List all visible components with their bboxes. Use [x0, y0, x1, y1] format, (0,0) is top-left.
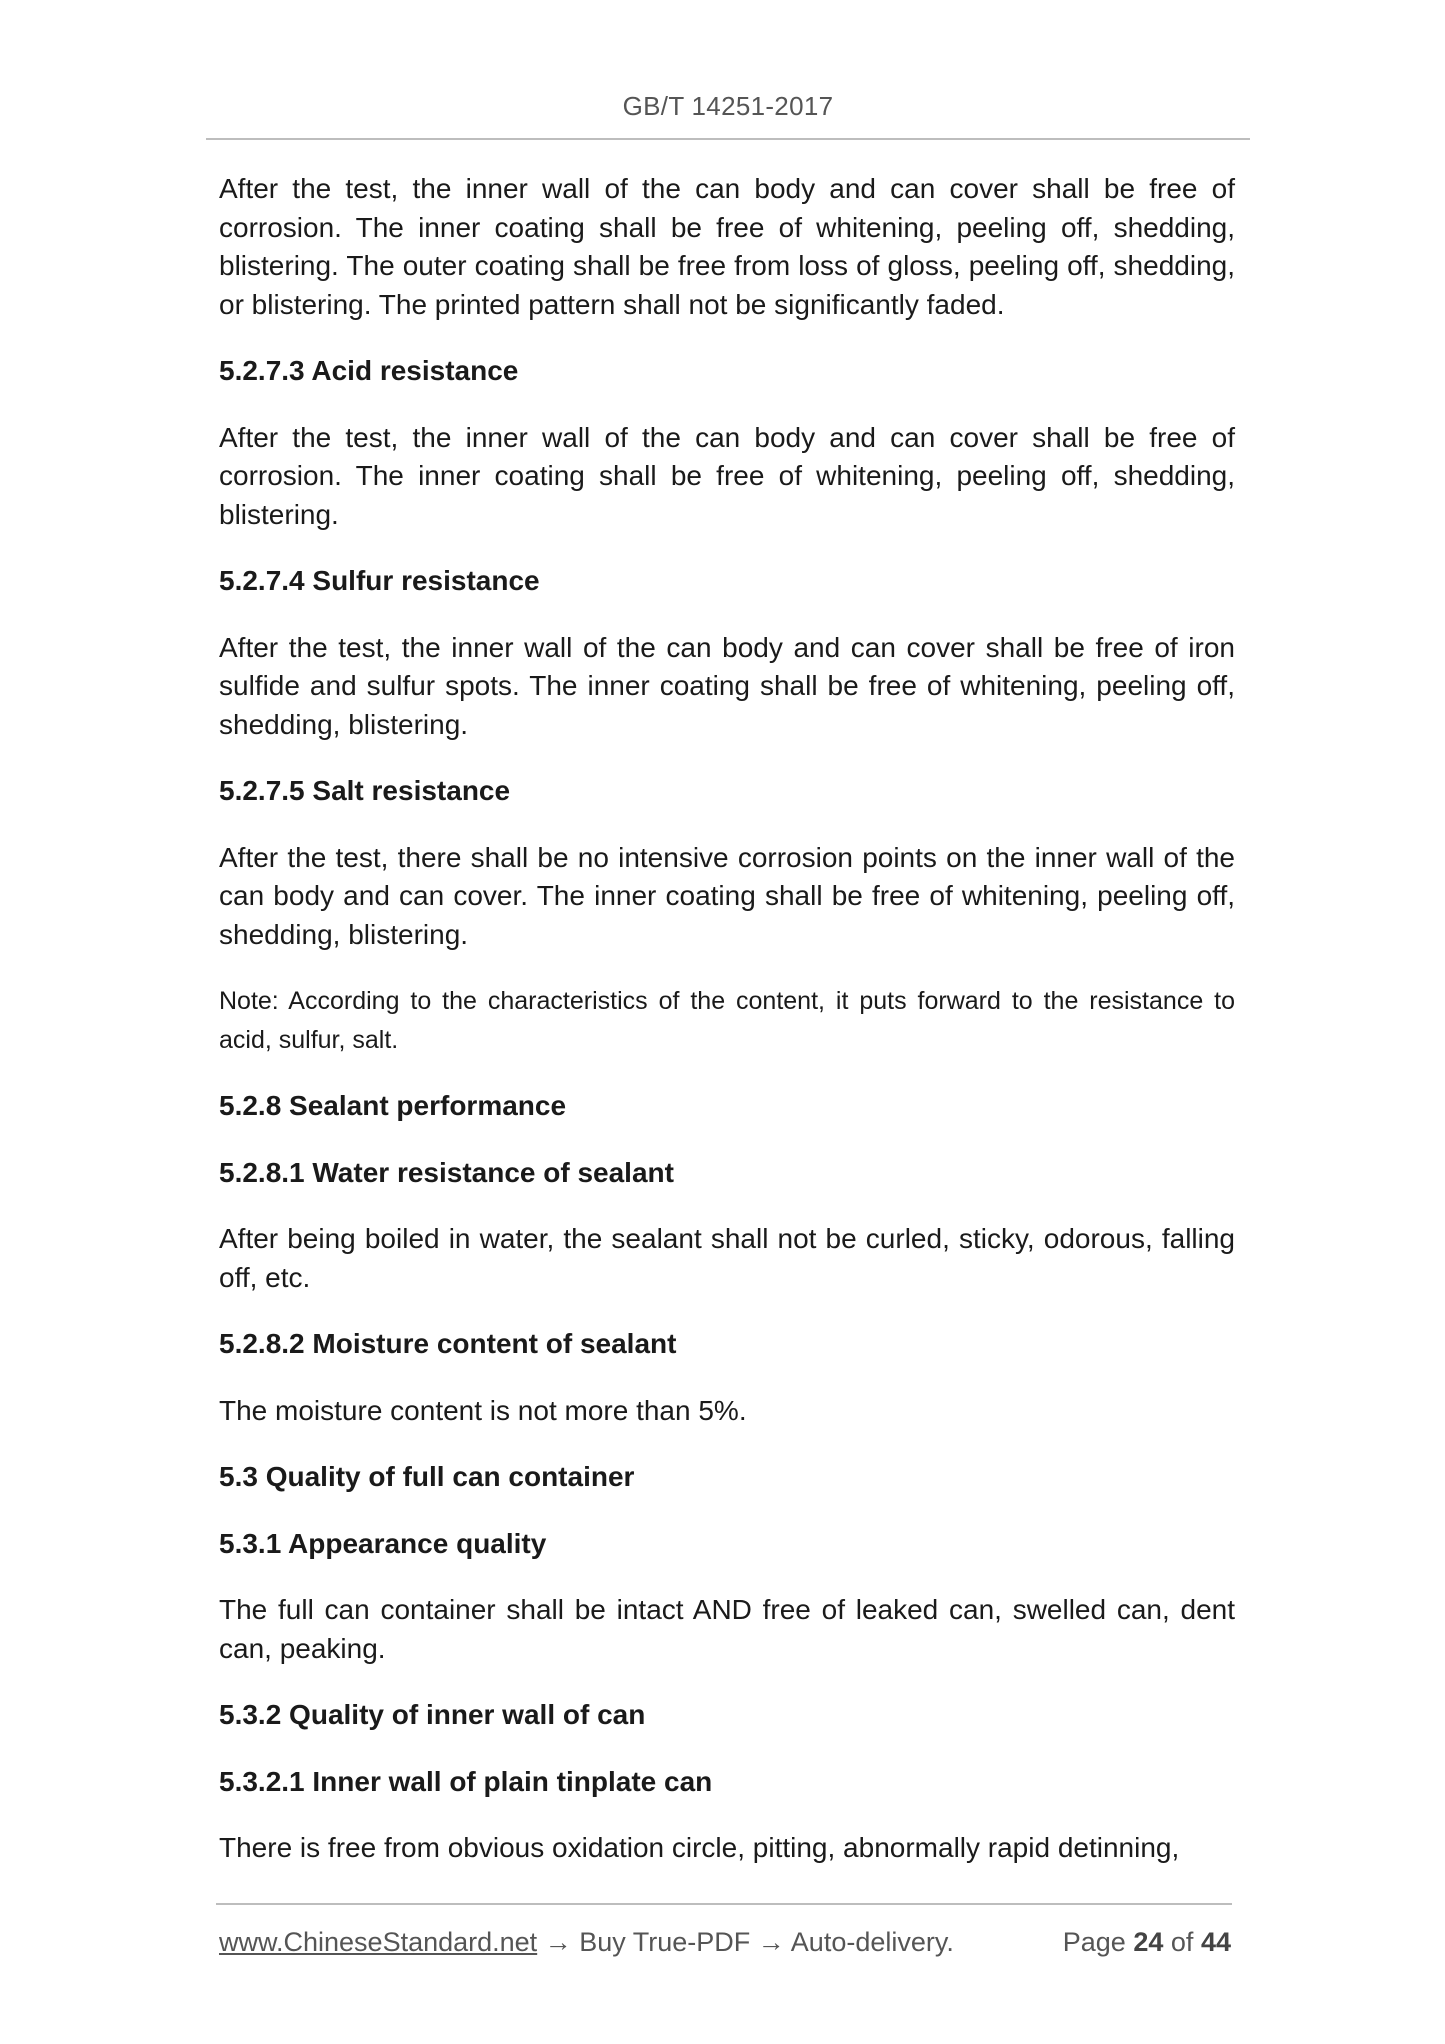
buy-pdf-text: Buy True-PDF	[579, 1927, 751, 1957]
heading-plain-tinplate-can: 5.3.2.1 Inner wall of plain tinplate can	[219, 1765, 713, 1797]
paragraph-sulfur-resistance: After the test, the inner wall of the can body and can cover shall be free of iron sulfide and sulfur spots. The inner coating shall be free of whitening, peeling off, shedding, blistering.	[219, 631, 1235, 740]
auto-delivery-text: Auto-delivery.	[790, 1927, 954, 1957]
website-link[interactable]: www.ChineseStandard.net	[219, 1927, 538, 1957]
heading-acid-resistance: 5.2.7.3 Acid resistance	[219, 355, 519, 386]
paragraph-moisture-content: The moisture content is not more than 5%.	[219, 1394, 747, 1426]
page-label: Page	[1062, 1927, 1126, 1957]
heading-inner-wall-quality: 5.3.2 Quality of inner wall of can	[219, 1699, 646, 1730]
heading-salt-resistance: 5.2.7.5 Salt resistance	[219, 775, 511, 806]
heading-water-resistance-sealant: 5.2.8.1 Water resistance of sealant	[219, 1156, 674, 1188]
paragraph-outer-coating: After the test, the inner wall of the can body and can cover shall be free of corrosion. The inner coating shall be free of whitening, peeling off, shedding, blistering. The outer coating shall be free from loss of gloss, peeling off, shedding, or blistering. The printed pattern shall not be significantly faded.	[219, 173, 1235, 320]
paragraph-salt-resistance: After the test, there shall be no intensive corrosion points on the inner wall of the can body and can cover. The inner coating shall be free of whitening, peeling off, shedding, blistering.	[219, 841, 1235, 950]
page-indicator	[1063, 1922, 1231, 1962]
heading-moisture-content-sealant: 5.2.8.2 Moisture content of sealant	[219, 1328, 677, 1359]
arrow-right-icon: →	[757, 1927, 785, 1957]
paragraph-acid-resistance: After the test, the inner wall of the can body and can cover shall be free of corrosion. The inner coating shall be free of whitening, peeling off, shedding, blistering.	[219, 421, 1235, 530]
heading-full-can-quality: 5.3 Quality of full can container	[219, 1461, 635, 1492]
page-header	[206, 86, 1250, 140]
heading-sealant-performance: 5.2.8 Sealant performance	[219, 1090, 567, 1121]
of-label: of	[1170, 1927, 1194, 1957]
arrow-right-icon: →	[544, 1927, 572, 1957]
footer-divider	[216, 1903, 1232, 1905]
page-total: 44	[1200, 1927, 1231, 1957]
footer-promo	[219, 1922, 954, 1962]
paragraph-appearance-quality: The full can container shall be intact AND free of leaked can, swelled can, dent can, peaking.	[219, 1594, 1235, 1664]
paragraph-plain-tinplate-can: There is free from obvious oxidation circle, pitting, abnormally rapid detinning,	[219, 1832, 1180, 1863]
note-resistance: Note: According to the characteristics of the content, it puts forward to the resistance to acid, sulfur, salt.	[219, 987, 1235, 1054]
document-body	[219, 170, 1235, 1868]
heading-appearance-quality: 5.3.1 Appearance quality	[219, 1527, 547, 1559]
page-current: 24	[1133, 1927, 1164, 1957]
heading-sulfur-resistance: 5.2.7.4 Sulfur resistance	[219, 565, 540, 596]
paragraph-water-resistance-sealant: After being boiled in water, the sealant shall not be curled, sticky, odorous, falling off, etc.	[219, 1223, 1235, 1293]
document-code: GB/T 14251-2017	[622, 91, 834, 121]
